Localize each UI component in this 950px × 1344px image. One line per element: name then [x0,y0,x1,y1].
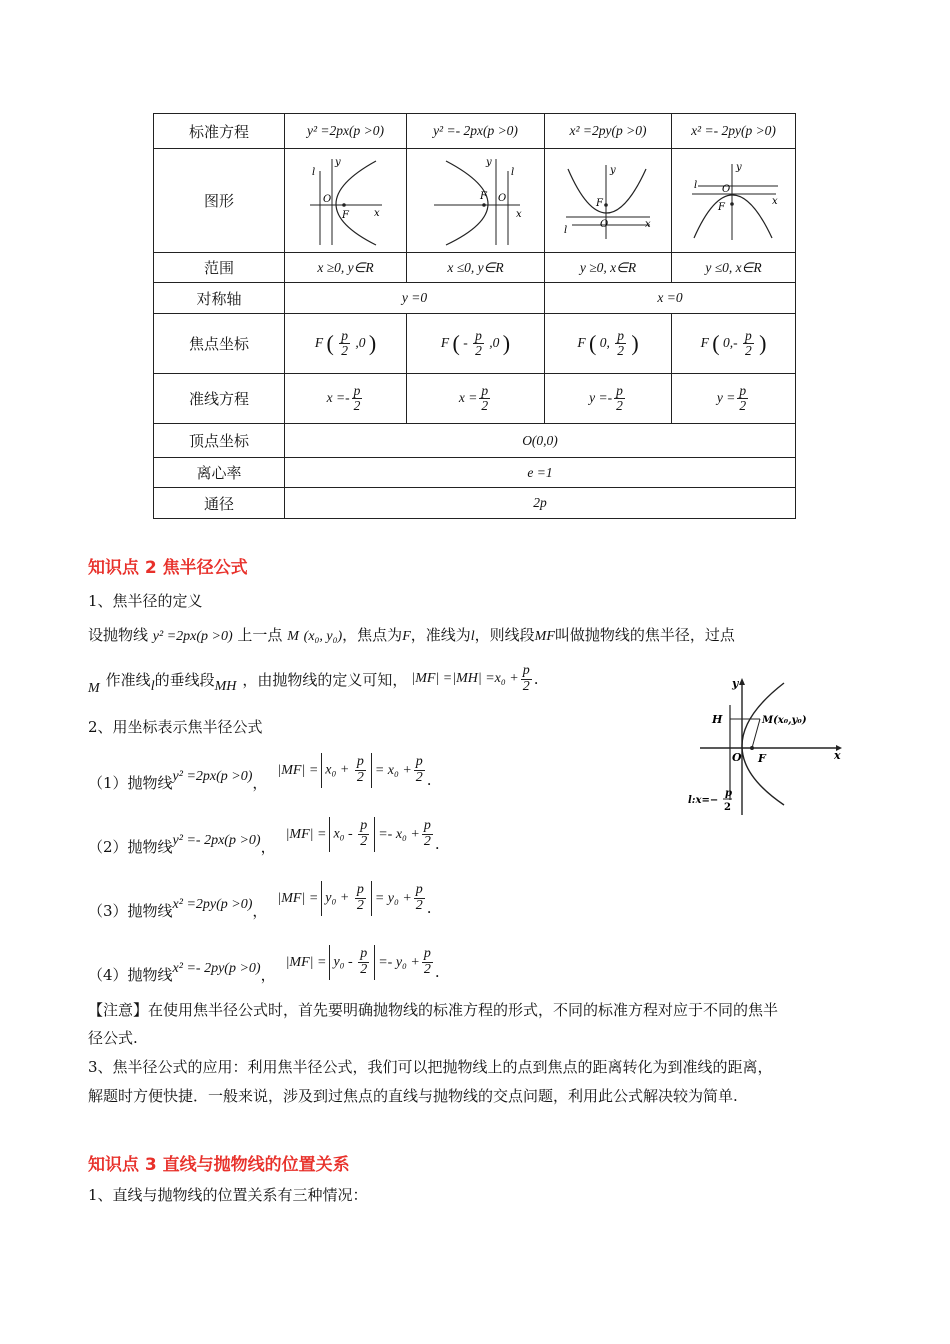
row-label: 离心率 [154,458,285,488]
text: 上一点 [237,626,283,644]
paren-close: ) [759,330,767,356]
focus-sign: 0, [599,334,610,350]
segment-mf: MF [534,629,555,644]
p-over-2 [358,947,369,977]
formula-rhs: =- x₀ + [378,826,420,842]
p-over-2 [521,664,532,694]
equation-cell: x² =2py(p >0) [545,114,672,149]
p-over-2 [339,329,350,358]
y-label: y [735,161,742,173]
formula-row-2 [88,812,440,857]
row-label: 准线方程 [154,374,285,424]
directrix-lhs: y =- [589,389,613,405]
latus-cell: 2p [285,488,796,519]
formula-row-4 [88,940,440,985]
frac-den: 2 [522,678,530,694]
table-row [154,253,796,283]
row-label: 范围 [154,253,285,283]
p-over-2 [479,384,490,413]
l-label: l [311,166,315,178]
application-line-2: 解题时方便快捷．一般来说，涉及到过焦点的直线与抛物线的交点问题，利用此公式解决较为简单. [88,1087,738,1105]
o-label: O [322,193,331,205]
point-m: M [287,629,299,644]
parabola-curve [336,161,376,245]
p-over-2 [414,755,425,785]
note-line-2: 径公式. [88,1029,138,1047]
period: . [434,834,440,853]
formula-lhs: |MF| = [277,762,319,778]
var: y₀ [325,890,337,906]
paren-open: ( [588,330,597,356]
row-label: 顶点坐标 [154,424,285,458]
directrix-l: l [150,679,155,695]
text: ，由抛物线的定义可知， [242,670,408,689]
comma: ， [252,902,268,920]
p-over-2 [355,755,366,785]
definition-line-2 [88,663,539,697]
frac-num: p [616,382,623,398]
frac-num: p [415,754,423,770]
table-row [154,114,796,149]
var: x₀ [333,826,345,842]
period: . [434,962,440,981]
frac-num: p [423,818,431,834]
table-row [154,488,796,519]
var: x₀ [325,762,337,778]
paren-close: ) [368,330,377,356]
focus-cell [545,314,672,374]
frac-den: 2 [475,343,482,358]
row-label: 对称轴 [154,283,285,314]
formula-rhs: =- y₀ + [378,954,420,970]
position-relation-intro: 1、直线与抛物线的位置关系有三种情况： [88,1186,368,1204]
o-label: O [497,192,506,204]
focus-letter: F [440,334,450,350]
formula-label: （3）抛物线 [88,902,173,920]
coordinates: (x₀, y₀) [303,629,343,644]
directrix-cell [407,374,545,424]
parabola-curve [694,195,772,238]
frac-den: 2 [617,343,624,358]
p-over-2 [743,329,754,358]
frac-den: 2 [360,834,368,849]
y-label: y [610,164,616,176]
frac-num: p [475,327,482,343]
p-over-2 [355,883,366,913]
frac-den: 2 [415,770,423,785]
abs-expression [329,817,375,851]
p-over-2 [473,329,484,358]
frac-den: 2 [356,770,364,785]
text: ，则线段 [474,626,535,644]
equation: y² =2px(p >0) [152,629,233,644]
text: ，焦点为 [342,626,403,644]
focus-letter: F [700,334,709,350]
formula-lhs: |MF| = [285,954,327,970]
comma: ， [260,966,276,984]
frac-den: 2 [353,398,361,413]
formula-equation: x² =- 2py(p >0) [172,960,261,976]
formula-equation: x² =2py(p >0) [172,896,253,912]
p-over-2 [352,384,363,413]
p-over-2 [737,384,748,413]
application-line-1: 3、焦半径公式的应用：利用焦半径公式，我们可以把抛物线上的点到焦点的距离转化为到准线的距离， [88,1058,773,1076]
parabola-right-graph [306,153,386,249]
p-over-2 [422,947,433,977]
f-label: F [341,209,349,221]
focus-cell [672,314,796,374]
table-row [154,424,796,458]
frac-den: 2 [481,398,489,413]
abs-expression [321,753,372,787]
frac-den: 2 [724,802,731,813]
frac-den: 2 [423,962,431,977]
axis-cell: y =0 [285,283,545,314]
equation-cell: x² =- 2py(p >0) [672,114,796,149]
l-label: l [693,179,697,191]
range-cell: y ≤0, x∈R [672,253,796,283]
x-label: x [771,195,778,207]
directrix-lhs: x = [458,389,478,405]
focus-sign: - [463,334,468,350]
formula-lhs: |MF| = [277,890,319,906]
text: 作准线 [105,670,151,689]
mf-formula: |MF| =|MH| =x₀ + [411,671,519,687]
x-label: x [834,749,841,762]
focus-point [342,203,346,207]
frac-den: 2 [341,343,348,358]
period: . [426,770,432,789]
formula-row-1 [88,748,432,793]
formula-rhs: = y₀ + [374,890,412,906]
subsection-title: 2、用坐标表示焦半径公式 [88,718,263,736]
directrix-lhs: x =- [326,389,350,405]
focus-point [604,203,608,207]
directrix-label: l:x=− [688,795,719,806]
equation-cell: y² =- 2px(p >0) [407,114,545,149]
paren-open: ( [452,330,460,356]
o-label: O [732,751,742,764]
parabola-down-graph [686,160,782,242]
focus-cell [407,314,545,374]
frac-num: p [360,818,368,834]
section-2-heading: 知识点 2 焦半径公式 [88,558,248,578]
table-row [154,458,796,488]
parabola-curve [446,161,488,245]
l-label: l [564,224,568,236]
focus-tail: ,0 [489,334,500,350]
table-row [154,149,796,253]
subsection-title: 1、焦半径的定义 [88,592,203,610]
op: - [348,954,353,970]
focus-letter: F [577,334,586,350]
frac-num: p [353,382,361,398]
p-over-2 [614,384,625,413]
y-label: y [334,156,341,168]
frac-den: 2 [423,834,431,849]
formula-lhs: |MF| = [285,826,327,842]
formula-rhs: = x₀ + [374,762,412,778]
frac-num: p [744,327,752,343]
directrix-l: l [470,629,475,644]
text: 设抛物线 [88,626,149,644]
eccentricity-cell: e =1 [285,458,796,488]
frac-num: p [481,382,489,398]
frac-num: p [415,882,423,898]
frac-num: p [725,788,732,799]
vertex-cell: O(0,0) [285,424,796,458]
formula-equation: y² =2px(p >0) [172,768,253,784]
frac-num: p [617,327,624,343]
formula-row-3 [88,876,432,921]
frac-den: 2 [744,343,752,358]
table-row [154,283,796,314]
parabola-properties-table [153,113,796,519]
directrix-cell [545,374,672,424]
formula-label: （1）抛物线 [88,774,173,792]
l-label: l [510,166,514,178]
directrix-cell [672,374,796,424]
paren-open: ( [326,330,334,356]
focus-cell [285,314,407,374]
row-label: 图形 [154,149,285,253]
var: y₀ [333,954,345,970]
directrix-cell [285,374,407,424]
op: + [339,890,350,906]
graph-cell [545,149,672,253]
point-m: M [88,681,100,697]
period: . [426,898,432,917]
focus-letter: F [314,334,324,350]
x-label: x [373,207,380,219]
range-cell: y ≥0, x∈R [545,253,672,283]
comma: ， [252,774,268,792]
formula-label: （4）抛物线 [88,966,173,984]
f-label: F [717,201,725,213]
p-over-2 [615,329,626,358]
comma: ， [260,838,276,856]
frac-num: p [356,754,364,770]
formula-label: （2）抛物线 [88,838,173,856]
frac-num: p [522,663,530,678]
row-label: 标准方程 [154,114,285,149]
graph-cell [672,149,796,253]
y-label: y [485,156,492,168]
f-label: F [596,197,603,209]
focus-f: F [402,629,411,644]
frac-num: p [356,882,364,898]
op: + [339,762,350,778]
abs-expression [321,881,372,915]
table-row [154,374,796,424]
p-over-2 [422,819,433,849]
o-label: O [600,218,609,230]
focus-sign: 0,- [722,334,738,350]
frac-num: p [341,327,348,343]
op: - [348,826,353,842]
frac-den: 2 [616,398,623,413]
paren-close: ) [502,330,511,356]
parabola-curve [742,683,784,805]
x-label: x [515,208,522,220]
y-arrow-icon [739,678,745,685]
parabola-left-graph [428,153,524,249]
axis-cell: x =0 [545,283,796,314]
paren-open: ( [712,330,720,356]
note-line-1: 【注意】在使用焦半径公式时，首先要明确抛物线的标准方程的形式，不同的标准方程对应于不同的焦半 [88,1001,779,1019]
frac-num: p [360,946,368,962]
graph-cell [407,149,545,253]
f-label: F [758,752,766,765]
frac-num: p [423,946,431,962]
equation-cell: y² =2px(p >0) [285,114,407,149]
segment-mf [752,719,760,748]
formula-equation: y² =- 2px(p >0) [172,832,261,848]
paren-close: ) [631,330,639,356]
y-label: y [732,677,739,690]
focus-point [750,746,754,750]
focus-point [730,202,734,206]
p-over-2 [358,819,369,849]
m-label: M(x₀,y₀) [762,715,807,726]
frac-num: p [739,382,747,398]
x-label: x [645,218,651,230]
frac-den: 2 [739,398,747,413]
f-label: F [479,190,487,202]
focus-point [482,203,486,207]
table-row [154,314,796,374]
text: 叫做抛物线的焦半径，过点 [554,626,735,644]
frac-den: 2 [415,898,423,913]
range-cell: x ≤0, y∈R [407,253,545,283]
range-cell: x ≥0, y∈R [285,253,407,283]
directrix-lhs: y = [716,389,736,405]
segment-mh: MH [214,679,237,695]
parabola-up-graph [560,161,656,241]
text: 的垂线段 [154,670,215,689]
o-label: O [721,183,730,195]
p-over-2 [414,883,425,913]
section-3-heading: 知识点 3 直线与抛物线的位置关系 [88,1155,350,1175]
abs-expression [329,945,375,979]
period: . [533,670,539,689]
graph-cell [285,149,407,253]
focus-tail: ,0 [355,334,366,350]
h-label: H [712,713,723,726]
definition-line-1 [88,624,735,645]
frac-den: 2 [360,962,368,977]
frac-den: 2 [356,898,364,913]
text: ，准线为 [410,626,471,644]
focal-radius-figure [686,675,846,820]
row-label: 通径 [154,488,285,519]
row-label: 焦点坐标 [154,314,285,374]
